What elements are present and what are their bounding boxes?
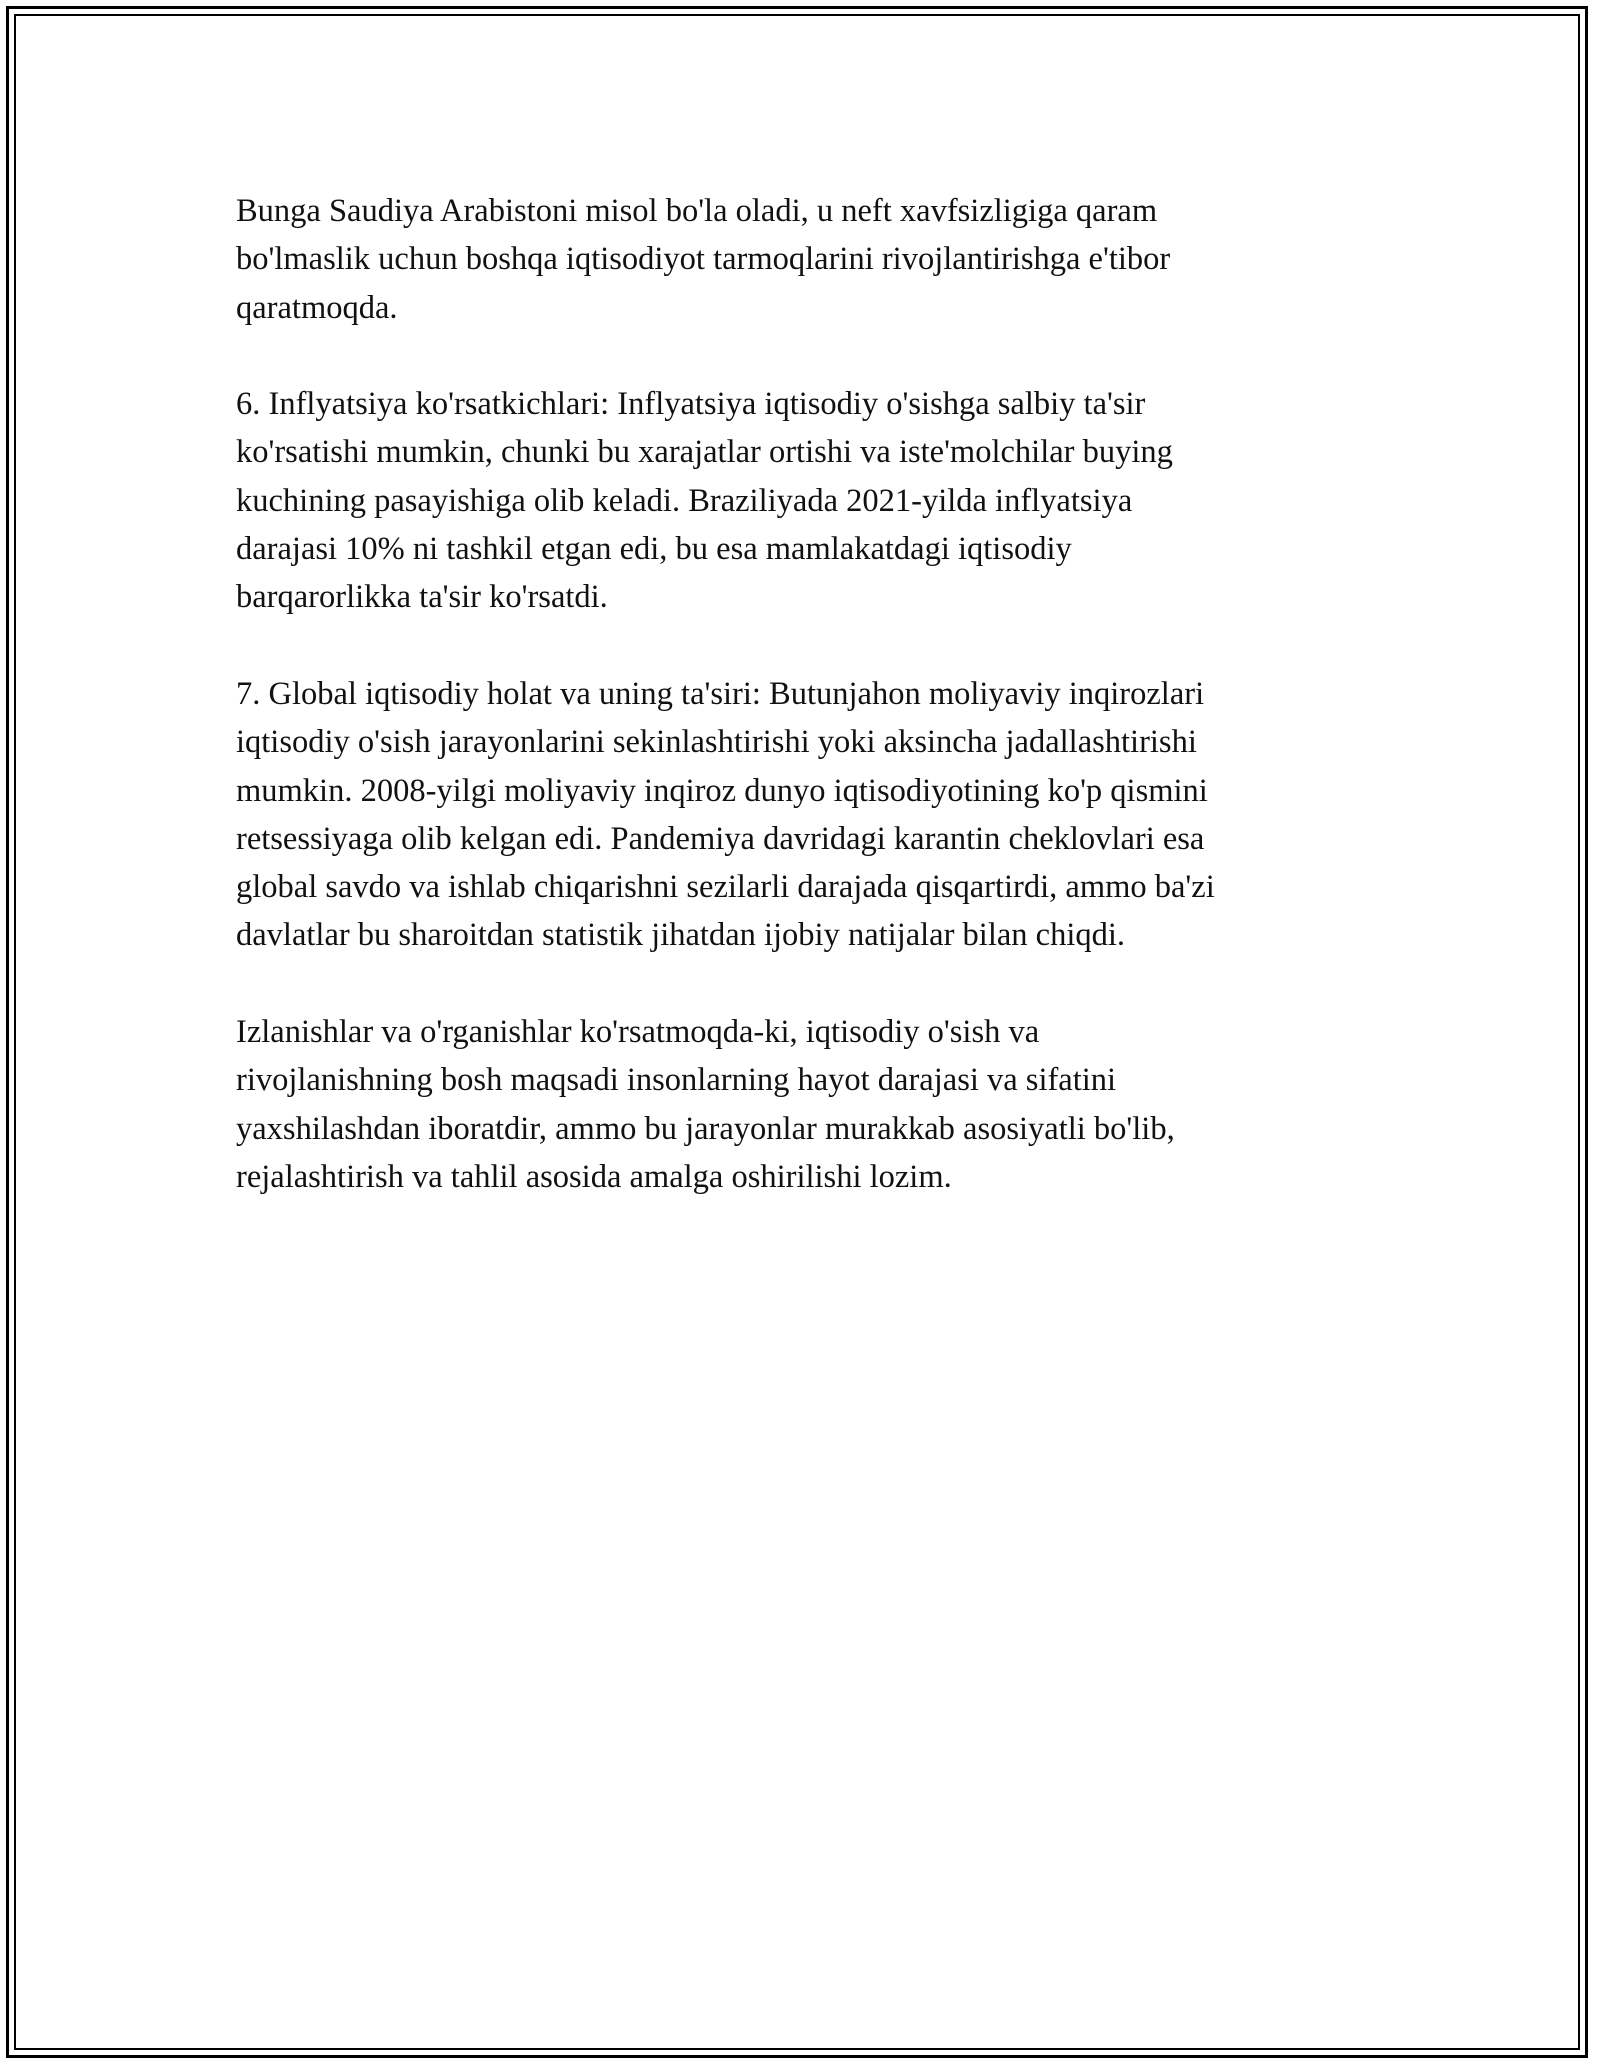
paragraph-conclusion: Izlanishlar va o'rganishlar ko'rsatmoqda-ki, iqtisodiy o'sish va rivojlanishning bosh maqsadi insonlarning hayot darajasi va sifatini yaxshilashdan iboratdir, ammo bu jarayonlar murakkab asosiyatli bo'lib, rejalashtirish va tahlil asosida amalga oshirilishi lozim.	[236, 1014, 1175, 1195]
paragraph-saudi-arabia: Bunga Saudiya Arabistoni misol bo'la oladi, u neft xavfsizligiga qaram bo'lmaslik uchun boshqa iqtisodiyot tarmoqlarini rivojlantirishga e'tibor qaratmoqda.	[236, 193, 1171, 326]
paragraph-inflation-indicators: 6. Inflyatsiya ko'rsatkichlari: Inflyatsiya iqtisodiy o'sishga salbiy ta'sir ko'rsatishi mumkin, chunki bu xarajatlar ortishi va iste'molchilar buying kuchining pasayishiga olib keladi. Braziliyada 2021-yilda inflyatsiya darajasi 10% ni tashkil etgan edi, bu esa mamlakatdagi iqtisodiy barqarorlikka ta'sir ko'rsatdi.	[236, 386, 1173, 616]
document-body	[236, 187, 1386, 1250]
paragraph-global-economic-situation: 7. Global iqtisodiy holat va uning ta'siri: Butunjahon moliyaviy inqirozlari iqtisodiy o'sish jarayonlarini sekinlashtirishi yoki aksincha jadallashtirishi mumkin. 2008-yilgi moliyaviy inqiroz dunyo iqtisodiyotining ko'p qismini retsessiyaga olib kelgan edi. Pandemiya davridagi karantin cheklovlari esa global savdo va ishlab chiqarishni sezilarli darajada qisqartirdi, ammo ba'zi davlatlar bu sharoitdan statistik jihatdan ijobiy natijalar bilan chiqdi.	[236, 675, 1215, 954]
